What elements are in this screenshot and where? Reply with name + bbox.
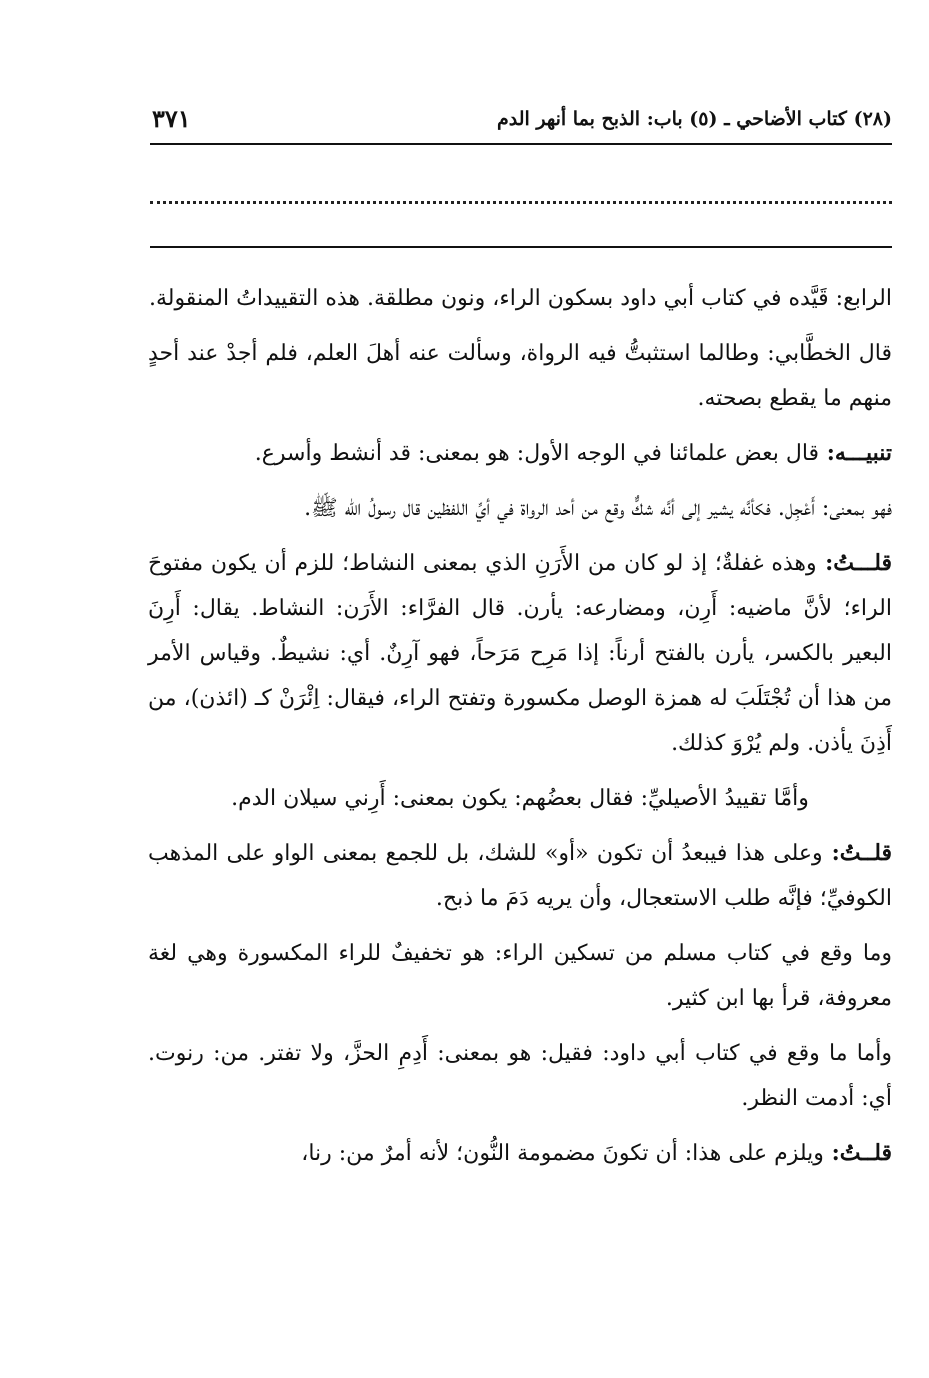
paragraph bbox=[148, 276, 892, 321]
paragraph-text: وأمَّا تقييدُ الأصيليِّ: فقال بعضُهم: يكون بمعنى: أَرِني سيلان الدم. bbox=[231, 786, 809, 811]
running-header bbox=[150, 104, 892, 138]
paragraph-text: وأما ما وقع في كتاب أبي داود: فقيل: هو بمعنى: أَدِمِ الحزَّ، ولا تفتر. من: رنوت. أي: أدمت النظر. bbox=[148, 1041, 892, 1111]
page-number: ٣٧١ bbox=[152, 104, 191, 133]
paragraph bbox=[148, 1131, 892, 1176]
paragraph-text: فهو بمعنى: أَعْجِل. فكأنَّه يشير إلى أنَّه شكٌّ وقع من أحد الرواة في أيِّ اللفظين قال رسولُ الله ﷺ. bbox=[304, 496, 892, 521]
paragraph-text: وعلى هذا فيبعدُ أن تكون «أو» للشك، بل للجمع بمعنى الواو على المذهب الكوفيِّ؛ فإنَّه طلب الاستعجال، وأن يريه دَمَ ما ذبح. bbox=[148, 841, 892, 911]
paragraph-text: ويلزم على هذا: أن تكونَ مضمومة النُّون؛ لأنه أمرٌ من: رنا، bbox=[301, 1141, 824, 1166]
paragraph bbox=[148, 776, 892, 821]
paragraph-text: وهذه غفلةٌ؛ إذ لو كان من الأَرَنِ الذي بمعنى النشاط؛ للزم أن يكون مفتوحَ الراء؛ لأنَّ ماضيه: أَرِن، ومضارعه: يأرن. قال الفرَّاء: الأَرَن: النشاط. يقال: أَرِنَ البعير بالكسر، يأرن بالفتح أرناً: إذا مَرِح مَرَحاً، فهو آرِنٌ. أي: نشيطٌ. وقياس الأمر من هذا أن تُجْتَلَبَ له همزة الوصل مكسورة وتفتح الراء، فيقال: اِئْرَنْ كـ (ائذن)، من أَذِنَ يأذن. ولم يُرْوَ كذلك. bbox=[148, 551, 892, 756]
paragraph bbox=[148, 486, 892, 531]
paragraph bbox=[148, 831, 892, 921]
paragraph bbox=[148, 1031, 892, 1121]
paragraph bbox=[148, 331, 892, 421]
paragraph-lead: تنبيـــه: bbox=[819, 440, 892, 466]
paragraph-lead: قلـــتُ: bbox=[816, 550, 892, 576]
paragraph-text: الرابع: قَيَّده في كتاب أبي داود بسكون الراء، ونون مطلقة. هذه التقييداتُ المنقولة. bbox=[148, 286, 892, 311]
paragraph-text: قال بعض علمائنا في الوجه الأول: هو بمعنى: قد أنشط وأسرع. bbox=[254, 441, 820, 466]
body-text bbox=[148, 276, 892, 1186]
paragraph-text: وما وقع في كتاب مسلم من تسكين الراء: هو تخفيفٌ للراء المكسورة وهي لغة معروفة، قرأ بها ابن كثير. bbox=[148, 941, 892, 1011]
paragraph bbox=[148, 431, 892, 476]
paragraph-text: قال الخطَّابي: وطالما استثبتُّ فيه الرواة، وسألت عنه أهلَ العلم، فلم أجدْ عند أحدٍ منهم ما يقطع بصحته. bbox=[148, 341, 892, 411]
paragraph-lead: قلــتُ: bbox=[822, 840, 892, 866]
paragraph bbox=[148, 541, 892, 766]
paragraph bbox=[148, 931, 892, 1021]
paragraph-lead: قلــتُ: bbox=[823, 1140, 892, 1166]
dotted-separator bbox=[150, 184, 892, 204]
header-rule bbox=[150, 143, 892, 145]
header-title: (٢٨) كتاب الأضاحي ـ (٥) باب: الذبح بما أنهر الدم bbox=[496, 108, 892, 130]
section-rule bbox=[150, 246, 892, 248]
